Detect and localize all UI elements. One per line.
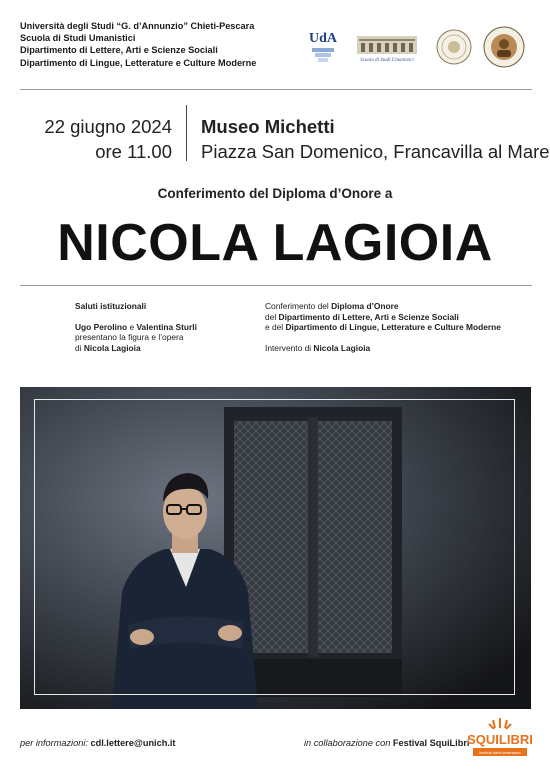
vertical-divider: [186, 105, 187, 161]
award-name: Diploma d’Onore: [331, 301, 399, 311]
palace-logo-icon: [353, 30, 421, 64]
portrait-seal-logo-icon: [483, 26, 525, 68]
logo-strip: [300, 26, 535, 70]
department-name: Dipartimento di Lettere, Arti e Scienze Sociali: [278, 311, 459, 322]
department-name: Dipartimento di Lingue, Letterature e Culture Moderne: [285, 322, 501, 333]
institution-line: Dipartimento di Lettere, Arti e Scienze Sociali: [20, 45, 218, 56]
event-venue: [201, 114, 550, 164]
info-label: per informazioni:: [20, 738, 91, 748]
speaker-name: Ugo Perolino: [75, 321, 128, 332]
program-right: [265, 301, 525, 353]
palace-logo-text: Scuola di Studi Umanistici: [360, 58, 414, 63]
institution-line: Dipartimento di Lingue, Letterature e Culture Moderne: [20, 57, 257, 68]
program-left: [75, 301, 245, 353]
program-text: e del: [265, 322, 286, 333]
middle-divider: [20, 285, 532, 286]
program-text: Conferimento del: [265, 301, 332, 311]
program-text: presentano la figura e l’opera: [75, 332, 184, 343]
event-time: ore 11.00: [95, 141, 172, 162]
festival-logo-icon: [467, 718, 533, 762]
festival-logo-subtext: festival della letteratura: [479, 750, 521, 755]
honoree-ref: Nicola Lagioia: [83, 342, 141, 353]
honoree-ref: Nicola Lagioia: [313, 342, 371, 353]
photo-frame: [34, 399, 515, 695]
event-datetime: [44, 114, 172, 164]
university-logo-icon: [303, 26, 343, 66]
collab-line: [304, 738, 469, 748]
venue-address: Piazza San Domenico, Francavilla al Mare: [201, 141, 550, 162]
collab-label: in collaborazione con: [304, 738, 393, 748]
institution-line: Università degli Studi “G. d’Annunzio” Chieti-Pescara: [20, 21, 255, 31]
institution-line: Scuola di Studi Umanistici: [20, 33, 136, 44]
venue-name: Museo Michetti: [201, 116, 335, 137]
info-line: [20, 738, 176, 748]
university-logo-text: UdA: [308, 31, 338, 46]
conjunction: e: [127, 321, 137, 332]
info-email-link[interactable]: cdl.lettere@unich.it: [90, 738, 176, 748]
top-divider: [20, 89, 532, 90]
collab-name: Festival SquiLibri: [392, 738, 470, 748]
seal-logo-icon: [435, 28, 473, 66]
honoree-name: NICOLA LAGIOIA: [57, 214, 493, 272]
festival-logo-text: SQUILIBRI: [467, 732, 533, 747]
event-subtitle: Conferimento del Diploma d’Onore a: [157, 186, 393, 201]
program-text: del: [265, 311, 279, 322]
event-date: 22 giugno 2024: [44, 116, 172, 137]
program-text: Intervento di: [265, 342, 314, 353]
greetings-label: Saluti istituzionali: [75, 301, 147, 311]
program-text: di: [75, 342, 84, 353]
speaker-name: Valentina Sturli: [136, 321, 197, 332]
institution-block: [20, 20, 256, 69]
